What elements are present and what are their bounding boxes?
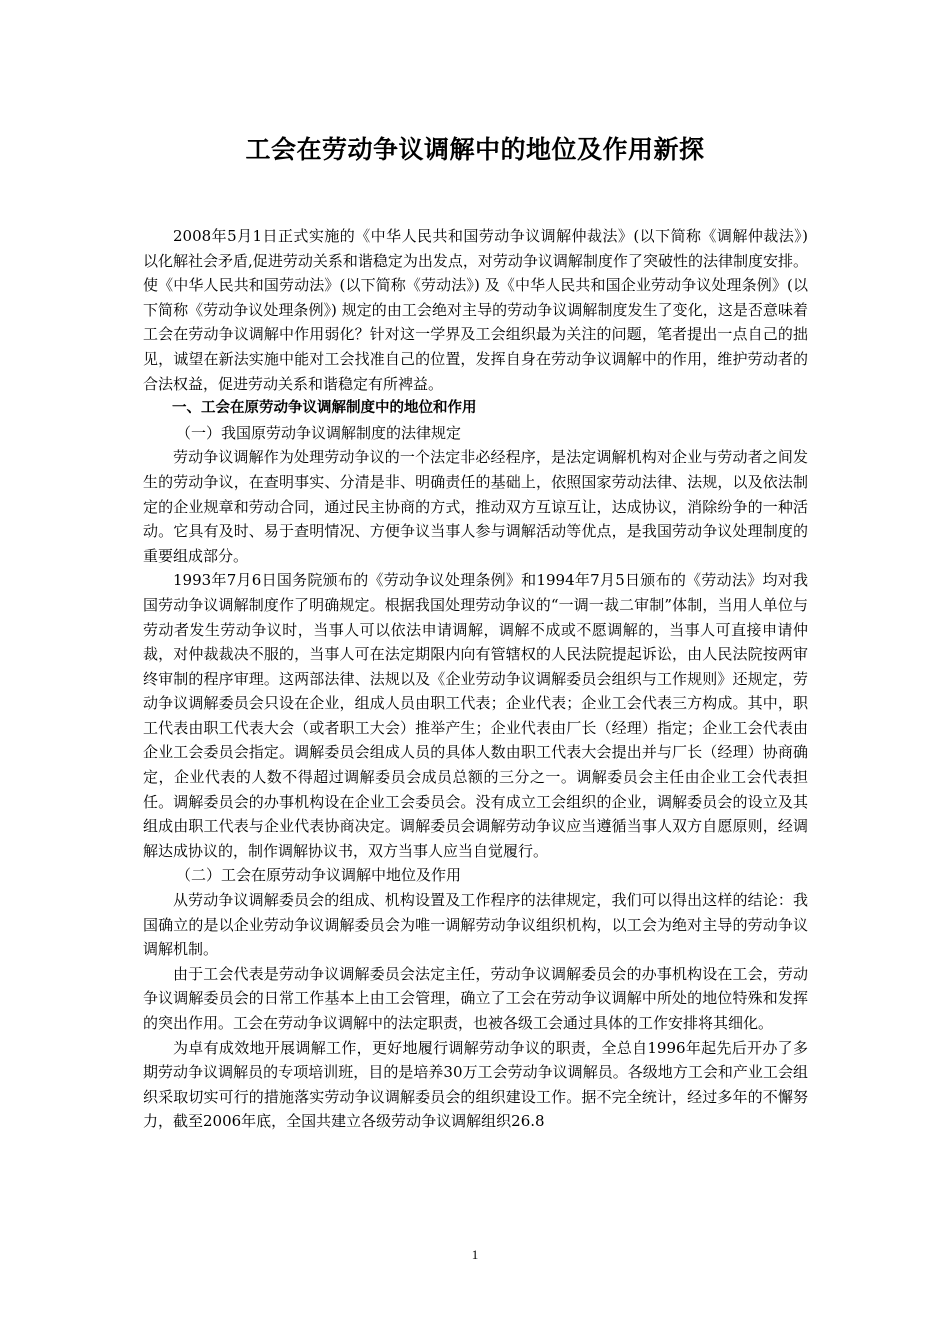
page-number: 1 xyxy=(471,1247,479,1262)
document-title: 工会在劳动争议调解中的地位及作用新探 xyxy=(245,135,705,164)
section-heading-1: 一、工会在原劳动争议调解制度中的地位和作用 xyxy=(172,400,477,417)
paragraph-union-role: 由于工会代表是劳动争议调解委员会法定主任，劳动争议调解委员会的办事机构设在工会，劳动争议调解委员会的日常工作基本上由工会管理，确立了工会在劳动争议调解中所处的地位特殊和发挥的突出作用。工会在劳动争议调解中的法定职责，也被各级工会通过具体的工作安排将其细化。 xyxy=(143,964,808,1032)
document-body xyxy=(143,224,808,1134)
paragraph-intro: 2008年5月1日正式实施的《中华人民共和国劳动争议调解仲裁法》(以下简称《调解仲裁法》) 以化解社会矛盾,促进劳动关系和谐稳定为出发点，对劳动争议调解制度作了突破性的法律制度安排。使《中华人民共和国劳动法》(以下简称《劳动法》) 及《中华人民共和国企业劳动争议处理条例》(以下简称《劳动争议处理条例》) 规定的由工会绝对主导的劳动争议调解制度发生了变化，这是否意味着工会在劳动争议调解中作用弱化？针对这一学界及工会组织最为关注的问题，笔者提出一点自己的拙见，诚望在新法实施中能对工会找准自己的位置，发挥自身在劳动争议调解中的作用，维护劳动者的合法权益，促进劳动关系和谐稳定有所裨益。 xyxy=(143,227,808,393)
paragraph-training: 为卓有成效地开展调解工作，更好地履行调解劳动争议的职责，全总自1996年起先后开办了多期劳动争议调解员的专项培训班，目的是培养30万工会劳动争议调解员。各级地方工会和产业工会组织采取切实可行的措施落实劳动争议调解委员会的组织建设工作。据不完全统计，经过多年的不懈努力，截至2006年底，全国共建立各级劳动争议调解组织26.8 xyxy=(143,1038,808,1131)
subsection-heading-1: （一）我国原劳动争议调解制度的法律规定 xyxy=(176,423,462,442)
subsection-heading-2: （二）工会在原劳动争议调解中地位及作用 xyxy=(176,866,462,885)
paragraph-definition: 劳动争议调解作为处理劳动争议的一个法定非必经程序，是法定调解机构对企业与劳动者之间发生的劳动争议，在查明事实、分清是非、明确责任的基础上，依照国家劳动法律、法规，以及依法制定的企业规章和劳动合同，通过民主协商的方式，推动双方互谅互让，达成协议，消除纷争的一种活动。它具有及时、易于查明情况、方便争议当事人参与调解活动等优点，是我国劳动争议处理制度的重要组成部分。 xyxy=(143,448,808,565)
paragraph-legal-provisions: 1993年7月6日国务院颁布的《劳动争议处理条例》和1994年7月5日颁布的《劳动法》均对我国劳动争议调解制度作了明确规定。根据我国处理劳动争议的“一调一裁二审制”体制，当用人单位与劳动者发生劳动争议时，当事人可以依法申请调解，调解不成或不愿调解的，当事人可直接申请仲裁，对仲裁裁决不服的，当事人可在法定期限内向有管辖权的人民法院提起诉讼，由人民法院按两审终审制的程序审理。这两部法律、法规以及《企业劳动争议调解委员会组织与工作规则》还规定，劳动争议调解委员会只设在企业，组成人员由职工代表；企业代表；企业工会代表三方构成。其中，职工代表由职工代表大会（或者职工大会）推举产生；企业代表由厂长（经理）指定；企业工会代表由企业工会委员会指定。调解委员会组成人员的具体人数由职工代表大会提出并与厂长（经理）协商确定，企业代表的人数不得超过调解委员会成员总额的三分之一。调解委员会主任由企业工会代表担任。调解委员会的办事机构设在企业工会委员会。没有成立工会组织的企业，调解委员会的设立及其组成由职工代表与企业代表协商决定。调解委员会调解劳动争议应当遵循当事人双方自愿原则，经调解达成协议的，制作调解协议书，双方当事人应当自觉履行。 xyxy=(143,571,808,860)
paragraph-conclusion: 从劳动争议调解委员会的组成、机构设置及工作程序的法律规定，我们可以得出这样的结论：我国确立的是以企业劳动争议调解委员会为唯一调解劳动争议组织机构，以工会为绝对主导的劳动争议调解机制。 xyxy=(143,891,808,959)
